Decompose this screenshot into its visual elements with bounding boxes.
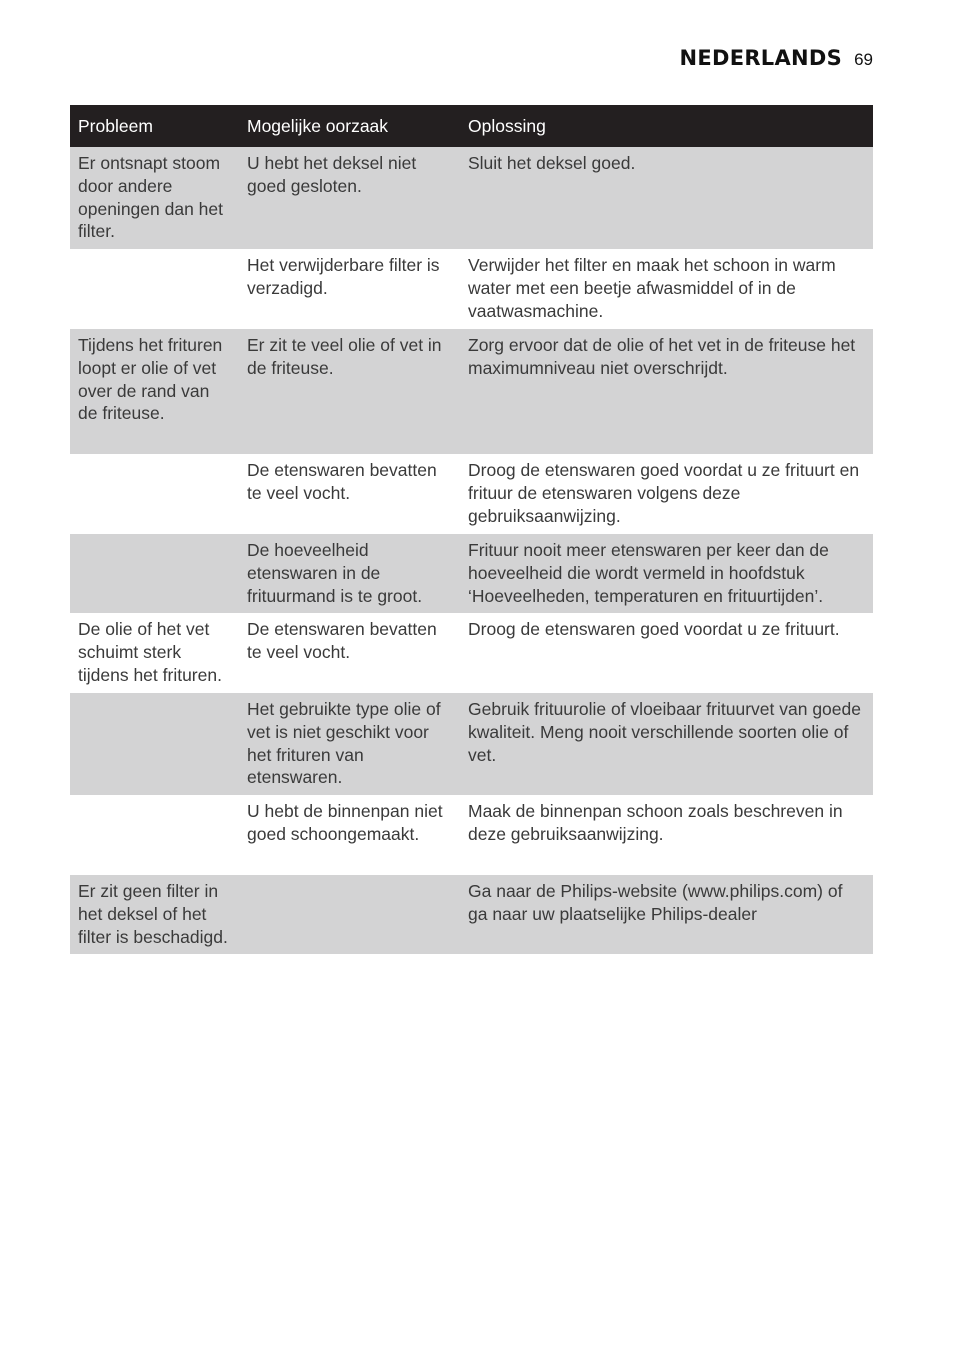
cause-cell: De hoeveelheid etenswaren in de frituurmand is te groot.: [247, 540, 423, 606]
table-row: [70, 329, 873, 454]
solution-cell: Droog de etenswaren goed voordat u ze frituurt en frituur de etenswaren volgens deze gebruiksaanwijzing.: [468, 460, 860, 526]
cause-cell: Het verwijderbare filter is verzadigd.: [247, 255, 440, 298]
column-header-cause: Mogelijke oorzaak: [247, 115, 389, 136]
troubleshooting-table: [70, 105, 873, 954]
solution-cell: Gebruik frituurolie of vloeibaar frituurvet van goede kwaliteit. Meng nooit verschillende soorten olie of vet.: [468, 699, 861, 765]
cause-cell: U hebt het deksel niet goed gesloten.: [247, 153, 417, 196]
table-row: [70, 613, 873, 693]
problem-cell: [70, 693, 239, 795]
cause-cell: U hebt de binnenpan niet goed schoongemaakt.: [247, 801, 443, 844]
cause-cell: Het gebruikte type olie of vet is niet geschikt voor het frituren van etenswaren.: [247, 699, 441, 788]
cause-cell: [239, 875, 460, 954]
table-header-row: [70, 105, 873, 147]
solution-cell: Ga naar de Philips-website (www.philips.com) of ga naar uw plaatselijke Philips-dealer: [468, 881, 843, 924]
problem-cell: Er ontsnapt stoom door andere openingen dan het filter.: [78, 153, 223, 242]
solution-cell: Zorg ervoor dat de olie of het vet in de friteuse het maximumniveau niet overschrijdt.: [468, 335, 856, 378]
table-row: [70, 875, 873, 954]
problem-cell: De olie of het vet schuimt sterk tijdens het frituren.: [78, 619, 222, 685]
solution-cell: Frituur nooit meer etenswaren per keer dan de hoeveelheid die wordt vermeld in hoofdstuk ‘Hoeveelheden, temperaturen en frituurtijden’.: [468, 540, 829, 606]
cause-cell: De etenswaren bevatten te veel vocht.: [247, 460, 437, 503]
solution-cell: Droog de etenswaren goed voordat u ze frituurt.: [468, 619, 840, 639]
table-row: [70, 795, 873, 875]
cause-cell: Er zit te veel olie of vet in de friteuse.: [247, 335, 442, 378]
problem-cell: Er zit geen filter in het deksel of het filter is beschadigd.: [78, 881, 228, 947]
column-header-solution: Oplossing: [468, 115, 546, 136]
problem-cell: [70, 454, 239, 534]
language-title: NEDERLANDS: [679, 46, 843, 70]
table-row: [70, 534, 873, 613]
cause-cell: De etenswaren bevatten te veel vocht.: [247, 619, 437, 662]
table-row: [70, 147, 873, 249]
solution-cell: Sluit het deksel goed.: [468, 153, 636, 173]
solution-cell: Maak de binnenpan schoon zoals beschreven in deze gebruiksaanwijzing.: [468, 801, 843, 844]
table-row: [70, 693, 873, 795]
table-row: [70, 249, 873, 329]
problem-cell: Tijdens het frituren loopt er olie of vet over de rand van de friteuse.: [78, 335, 223, 424]
problem-cell: [70, 249, 239, 329]
page-number: 69: [854, 50, 873, 69]
column-header-problem: Probleem: [78, 115, 153, 136]
problem-cell: [70, 795, 239, 875]
problem-cell: [70, 534, 239, 613]
solution-cell: Verwijder het filter en maak het schoon in warm water met een beetje afwasmiddel of in de vaatwasmachine.: [468, 255, 836, 321]
table-row: [70, 454, 873, 534]
page-header: [679, 46, 873, 70]
